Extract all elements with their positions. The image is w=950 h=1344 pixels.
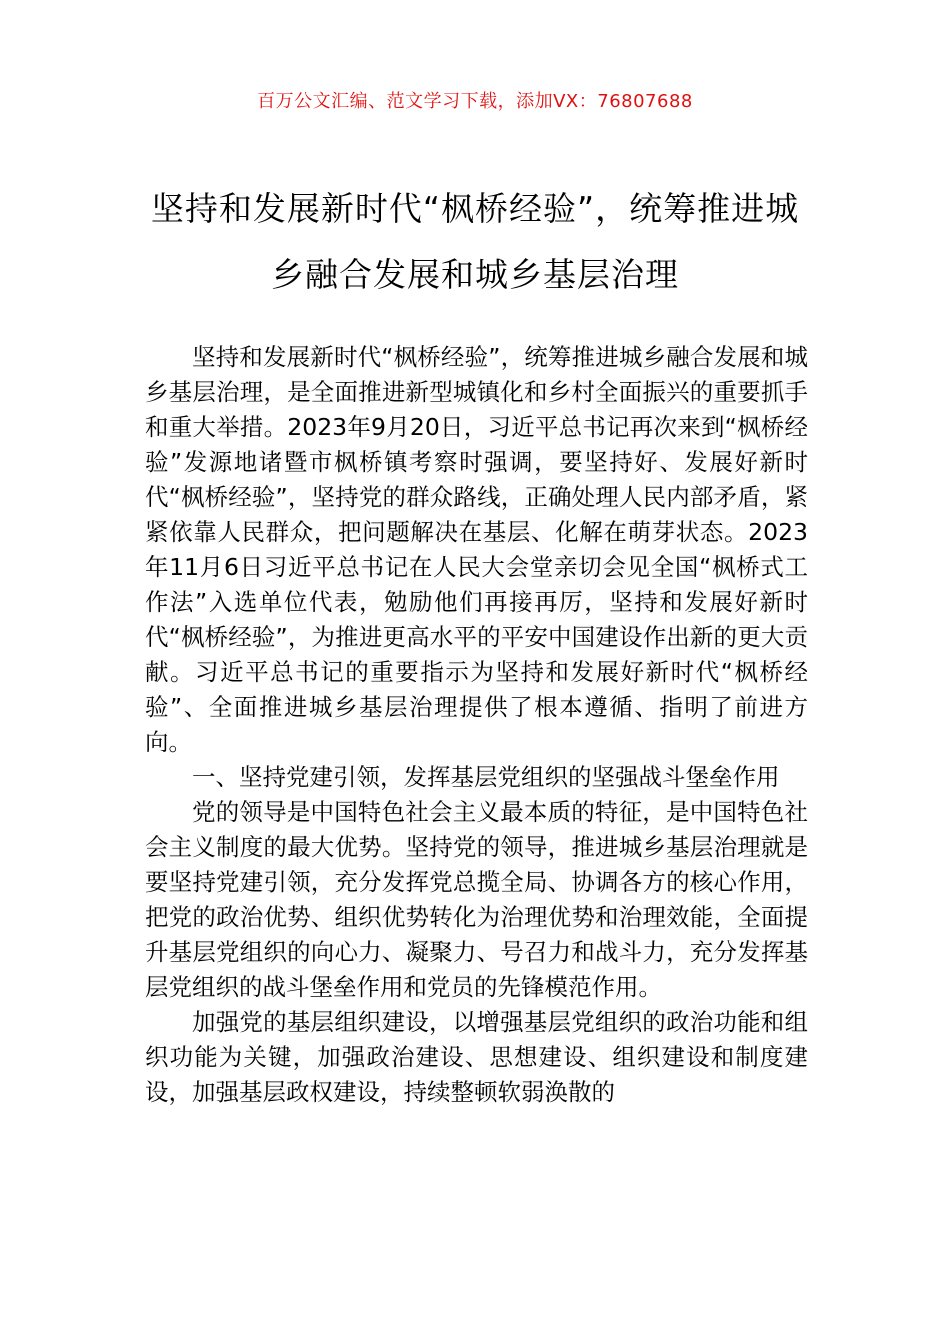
paragraph-section-1-a: 党的领导是中国特色社会主义最本质的特征，是中国特色社会主义制度的最大优势。坚持党的领导，推进城乡基层治理就是要坚持党建引领，充分发挥党总揽全局、协调各方的核心作用，把党的政治优势、组织优势转化为治理优势和治理效能，全面提升基层党组织的向心力、凝聚力、号召力和战斗力，充分发挥基层党组织的战斗堡垒作用和党员的先锋模范作用。 bbox=[145, 798, 808, 1001]
document-title: 坚持和发展新时代“枫桥经验”，统筹推进城乡融合发展和城乡基层治理 bbox=[150, 189, 800, 294]
header-watermark: 百万公文汇编、范文学习下载，添加VX：76807688 bbox=[257, 91, 693, 112]
paragraph-section-1-b: 加强党的基层组织建设，以增强基层党组织的政治功能和组织功能为关键，加强政治建设、思想建设、组织建设和制度建设，加强基层政权建设，持续整顿软弱涣散的 bbox=[145, 1008, 808, 1106]
document-body bbox=[145, 340, 808, 1110]
section-heading-1: 一、坚持党建引领，发挥基层党组织的坚强战斗堡垒作用 bbox=[192, 763, 780, 791]
paragraph-intro: 坚持和发展新时代“枫桥经验”，统筹推进城乡融合发展和城乡基层治理，是全面推进新型城镇化和乡村全面振兴的重要抓手和重大举措。2023年9月20日，习近平总书记再次来到“枫桥经验”发源地诸暨市枫桥镇考察时强调，要坚持好、发展好新时代“枫桥经验”，坚持党的群众路线，正确处理人民内部矛盾，紧紧依靠人民群众，把问题解决在基层、化解在萌芽状态。2023年11月6日习近平总书记在人民大会堂亲切会见全国“枫桥式工作法”入选单位代表，勉励他们再接再厉，坚持和发展好新时代“枫桥经验”，为推进更高水平的平安中国建设作出新的更大贡献。习近平总书记的重要指示为坚持和发展好新时代“枫桥经验”、全面推进城乡基层治理提供了根本遵循、指明了前进方向。 bbox=[145, 343, 808, 756]
